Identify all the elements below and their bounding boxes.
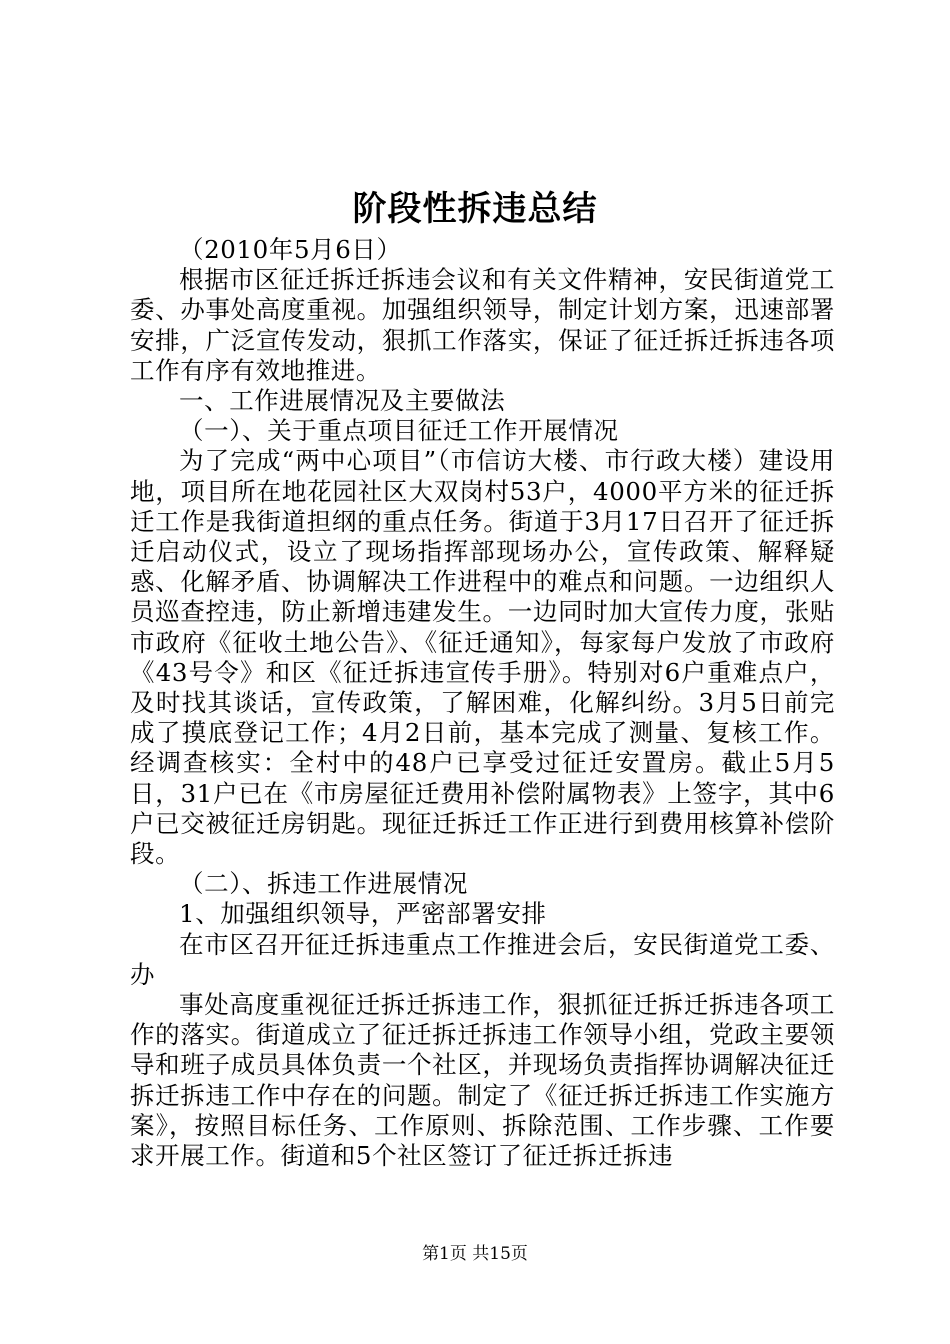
document-title: 阶段性拆违总结: [352, 189, 598, 229]
subsection-heading: （二）、拆违工作进展情况: [179, 869, 468, 899]
body-paragraph: 为了完成“两中心项目”（市信访大楼、市行政大楼）建设用地，项目所在地花园社区大双岗村53户，4000平方米的征迁拆迁工作是我街道担纲的重点任务。街道于3月17日召开了征迁拆迁启动仪式，设立了现场指挥部现场办公，宣传政策、解释疑惑、化解矛盾、协调解决工作进程中的难点和问题。一边组织人员巡查控违，防止新增违建发生。一边同时加大宣传力度，张贴市政府《征收土地公告》、《征迁通知》，每家每户发放了市政府《43号令》和区《征迁拆违宣传手册》。特别对6户重难点户，及时找其谈话，宣传政策，了解困难，化解纠纷。3月5日前完成了摸底登记工作；4月2日前，基本完成了测量、复核工作。经调查核实：全村中的48户已享受过征迁安置房。截止5月5日，31户已在《市房屋征迁费用补偿附属物表》上签字，其中6户已交被征迁房钥匙。现征迁拆迁工作正进行到费用核算补偿阶段。: [130, 446, 835, 869]
date-line: （2010年5月6日）: [179, 235, 402, 264]
body-paragraph: 事处高度重视征迁拆迁拆违工作，狠抓征迁拆迁拆违各项工作的落实。街道成立了征迁拆迁拆违工作领导小组，党政主要领导和班子成员具体负责一个社区，并现场负责指挥协调解决征迁拆迁拆违工作中存在的问题。制定了《征迁拆迁拆违工作实施方案》，按照目标任务、工作原则、拆除范围、工作步骤、工作要求开展工作。街道和5个社区签订了征迁拆迁拆违: [130, 990, 835, 1171]
item-heading: 1、加强组织领导，严密部署安排: [179, 899, 547, 929]
page-number-footer: 第1页 共15页: [422, 1244, 528, 1264]
document-body: [130, 235, 835, 1171]
intro-paragraph: 根据市区征迁拆迁拆违会议和有关文件精神，安民街道党工委、办事处高度重视。加强组织领导，制定计划方案，迅速部署安排，广泛宣传发动，狠抓工作落实，保证了征迁拆迁拆违各项工作有序有效地推进。: [130, 265, 835, 385]
subsection-heading: （一）、关于重点项目征迁工作开展情况: [179, 416, 619, 446]
body-paragraph: 在市区召开征迁拆违重点工作推进会后，安民街道党工委、办: [130, 929, 835, 989]
section-heading: 一、工作进展情况及主要做法: [179, 386, 506, 416]
